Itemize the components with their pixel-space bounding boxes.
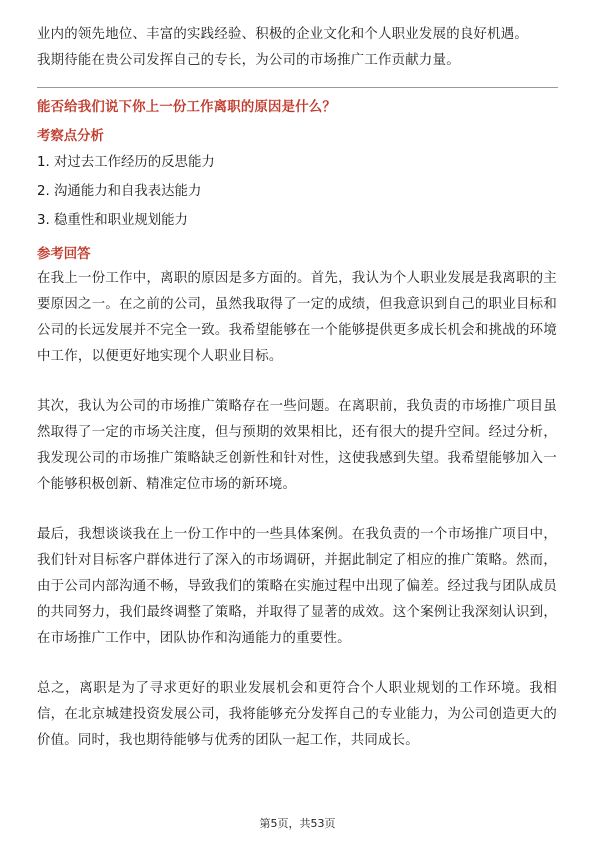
analysis-title: 考察点分析 bbox=[37, 129, 104, 144]
answer-title: 参考回答 bbox=[37, 247, 91, 262]
intro-section bbox=[37, 22, 557, 74]
analysis-point: 1. 对过去工作经历的反思能力 bbox=[37, 155, 215, 170]
answer-paragraph: 总之，离职是为了寻求更好的职业发展机会和更符合个人职业规划的工作环境。我相信，在北京城建投资发展公司，我将能够充分发挥自己的专业能力，为公司创造更大的价值。同时，我也期待能够与优秀的团队一起工作，共同成长。 bbox=[37, 681, 557, 748]
analysis-point: 2. 沟通能力和自我表达能力 bbox=[37, 184, 202, 199]
answer-paragraph: 在我上一份工作中，离职的原因是多方面的。首先，我认为个人职业发展是我离职的主要原因之一。在之前的公司，虽然我取得了一定的成绩，但我意识到自己的职业目标和公司的长远发展并不完全一致。我希望能够在一个能够提供更多成长机会和挑战的环境中工作，以便更好地实现个人职业目标。 bbox=[37, 271, 557, 364]
analysis-point: 3. 稳重性和职业规划能力 bbox=[37, 213, 188, 228]
intro-line: 我期待能在贵公司发挥自己的专长，为公司的市场推广工作贡献力量。 bbox=[37, 53, 460, 68]
intro-line: 业内的领先地位、丰富的实践经验、积极的企业文化和个人职业发展的良好机遇。 bbox=[37, 27, 529, 42]
question-heading: 能否给我们说下你上一份工作离职的原因是什么？ bbox=[37, 100, 336, 115]
answer-section bbox=[37, 244, 557, 754]
answer-paragraph: 其次，我认为公司的市场推广策略存在一些问题。在离职前，我负责的市场推广项目虽然取得了一定的市场关注度，但与预期的效果相比，还有很大的提升空间。经过分析，我发现公司的市场推广策略缺乏创新性和针对性，这使我感到失望。我希望能够加入一个能够积极创新、精准定位市场的新环境。 bbox=[37, 399, 557, 492]
analysis-points bbox=[37, 148, 557, 235]
answer-paragraph: 最后，我想谈谈我在上一份工作中的一些具体案例。在我负责的一个市场推广项目中，我们针对目标客户群体进行了深入的市场调研，并据此制定了相应的推广策略。然而，由于公司内部沟通不畅，导致我们的策略在实施过程中出现了偏差。经过我与团队成员的共同努力，我们最终调整了策略，并取得了显著的成效。这个案例让我深刻认识到，在市场推广工作中，团队协作和沟通能力的重要性。 bbox=[37, 527, 557, 646]
page-footer: 第5页，共53页 bbox=[259, 817, 336, 830]
analysis-section bbox=[37, 126, 557, 235]
section-divider bbox=[37, 87, 558, 88]
